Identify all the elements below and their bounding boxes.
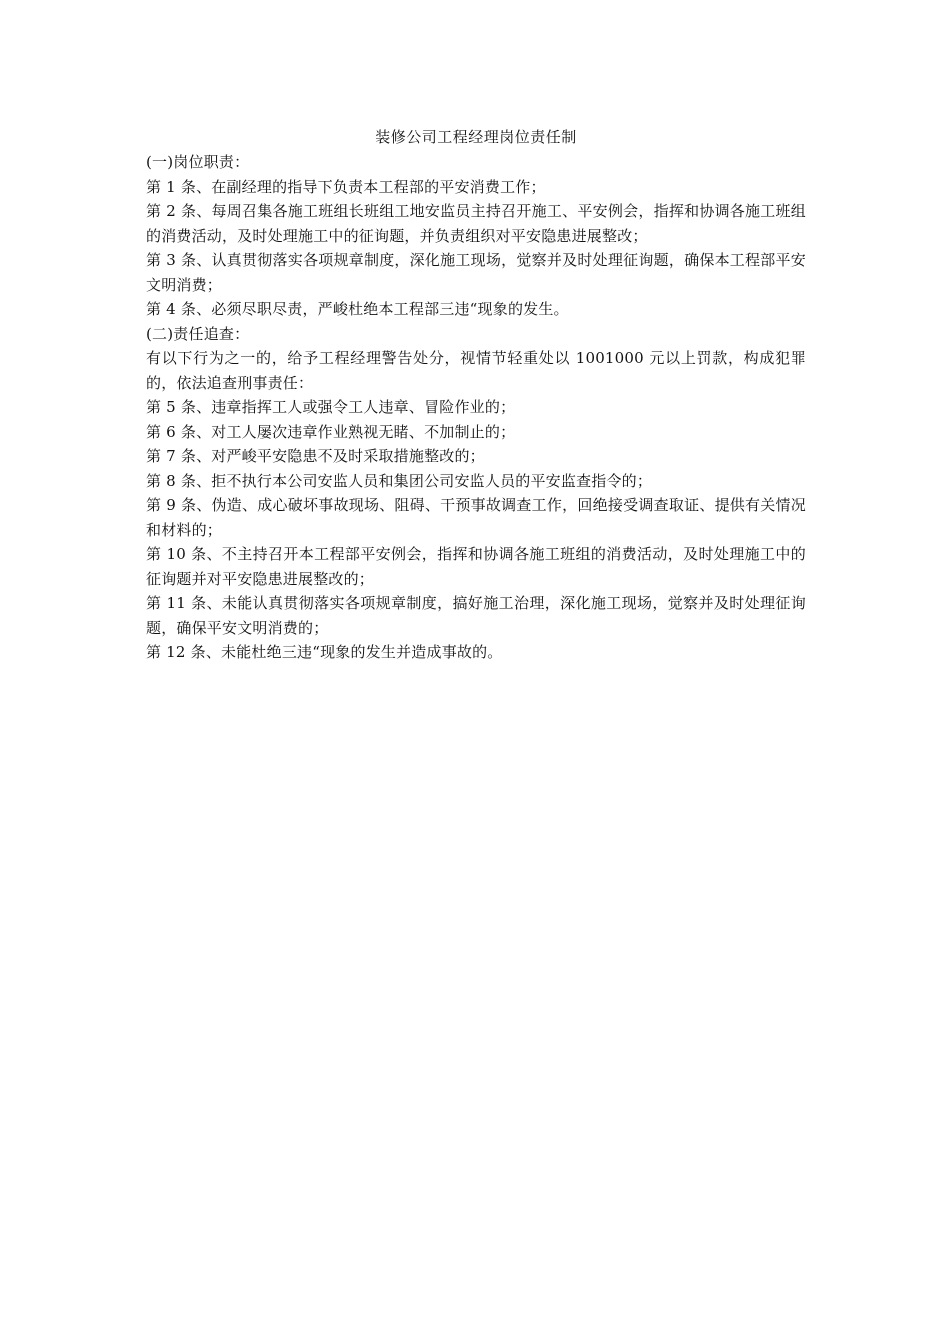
section-heading-duties: (一)岗位职责：: [146, 153, 250, 171]
article-1: 第 1 条、在副经理的指导下负责本工程部的平安消费工作；: [146, 177, 546, 196]
document-title: 装修公司工程经理岗位责任制: [375, 128, 577, 146]
article-8: 第 8 条、拒不执行本公司安监人员和集团公司安监人员的平安监查指令的；: [146, 471, 653, 490]
article-7: 第 7 条、对严峻平安隐患不及时采取措施整改的；: [146, 447, 485, 465]
article-2: 第 2 条、每周召集各施工班组长班组工地安监员主持召开施工、平安例会，指挥和协调各施工班组的消费活动，及时处理施工中的征询题，并负责组织对平安隐患进展整改；: [146, 202, 806, 245]
accountability-intro: 有以下行为之一的，给予工程经理警告处分，视情节轻重处以 1001000 元以上罚款，构成犯罪的，依法追查刑事责任：: [146, 349, 806, 392]
document-page: [146, 126, 806, 665]
article-10: 第 10 条、不主持召开本工程部平安例会，指挥和协调各施工班组的消费活动，及时处理施工中的征询题并对平安隐患进展整改的；: [146, 545, 806, 588]
section-heading-accountability: (二)责任追查：: [146, 324, 250, 343]
article-3: 第 3 条、认真贯彻落实各项规章制度，深化施工现场，觉察并及时处理征询题，确保本工程部平安文明消费；: [146, 251, 806, 294]
article-11: 第 11 条、未能认真贯彻落实各项规章制度，搞好施工治理，深化施工现场，觉察并及时处理征询题，确保平安文明消费的；: [146, 594, 806, 637]
article-12: 第 12 条、未能杜绝三违“现象的发生并造成事故的。: [146, 643, 503, 661]
article-9: 第 9 条、伪造、成心破坏事故现场、阻碍、干预事故调查工作，回绝接受调查取证、提供有关情况和材料的；: [146, 496, 806, 539]
article-6: 第 6 条、对工人屡次违章作业熟视无睹、不加制止的；: [146, 422, 516, 441]
article-4: 第 4 条、必须尽职尽责，严峻杜绝本工程部三违“现象的发生。: [146, 300, 569, 318]
article-5: 第 5 条、违章指挥工人或强令工人违章、冒险作业的；: [146, 398, 516, 416]
